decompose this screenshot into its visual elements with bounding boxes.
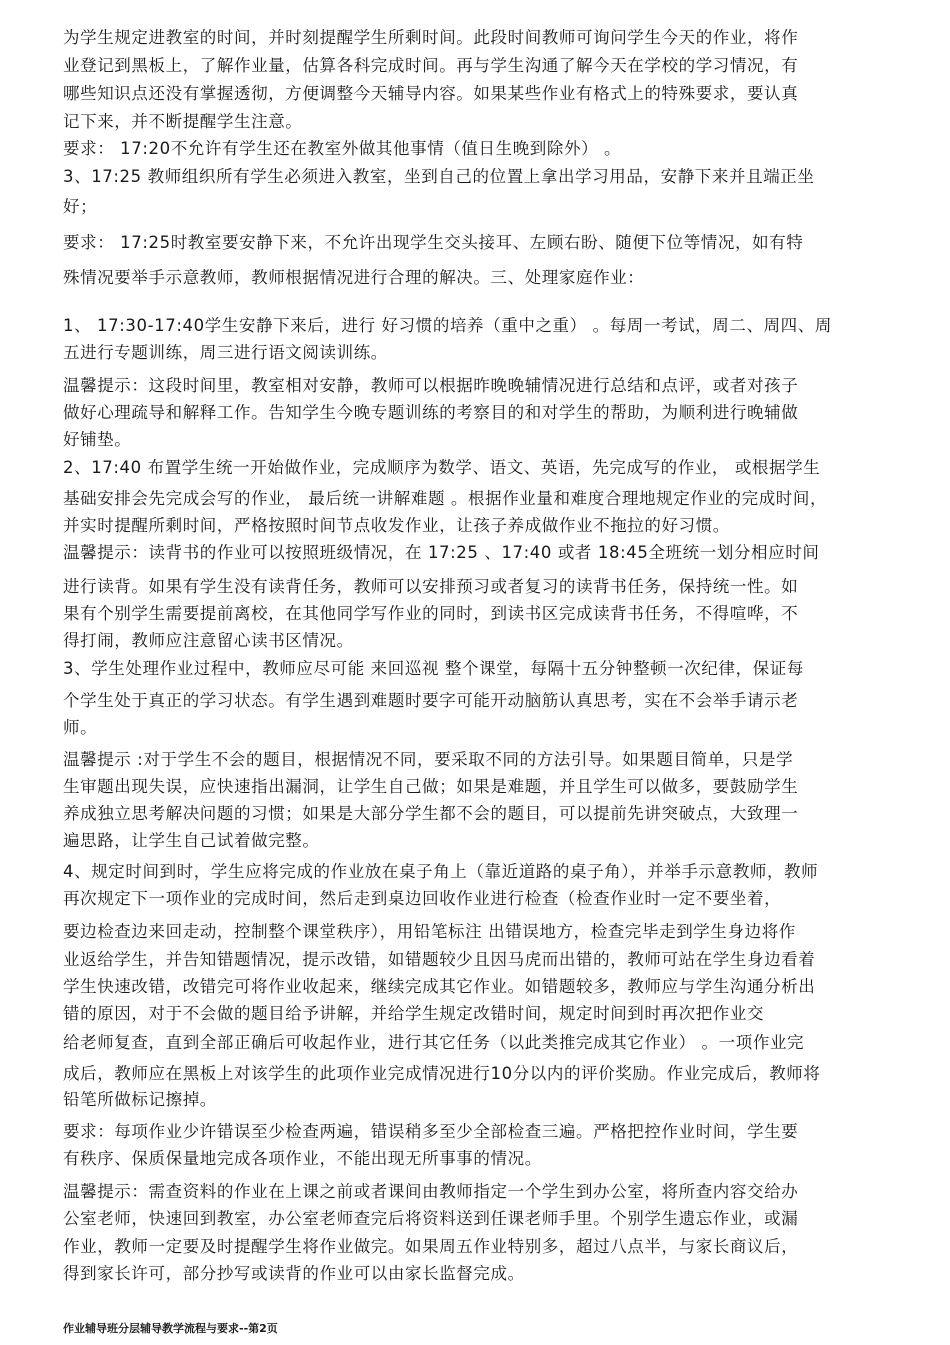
- text-line: 得到家长许可，部分抄写或读背的作业可以由家长监督完成。: [63, 1264, 525, 1283]
- text-line: 有秩序、保质保量地完成各项作业，不能出现无所事事的情况。: [63, 1149, 542, 1168]
- text-line: 温馨提示：需查资料的作业在上课之前或者课间由教师指定一个学生到办公室，将所查内容交给办: [63, 1182, 799, 1201]
- text-line: 记下来，并不断提醒学生注意。: [63, 112, 303, 131]
- text-line: 遍思路，让学生自己试着做完整。: [63, 831, 320, 850]
- text-line: 公室老师，快速回到教室，办公室老师查完后将资料送到任课老师手里。个别学生遗忘作业，或漏: [63, 1209, 799, 1228]
- text-line: 果有个别学生需要提前离校，在其他同学写作业的同时，到读书区完成读背书任务，不得喧哗，不: [63, 604, 799, 623]
- text-line: 铅笔所做标记擦掉。: [63, 1090, 217, 1109]
- text-line: 为学生规定进教室的时间，并时刻提醒学生所剩时间。此段时间教师可询问学生今天的作业，将作: [63, 28, 799, 47]
- text-line: 好铺垫。: [63, 430, 132, 449]
- text-line: 成后，教师应在黑板上对该学生的此项作业完成情况进行10分以内的评价奖励。作业完成后，教师将: [63, 1064, 821, 1083]
- text-line: 做好心理疏导和解释工作。告知学生今晚专题训练的考察目的和对学生的帮助，为顺利进行晚辅做: [63, 403, 799, 422]
- text-line: 要求： 17:25时教室要安静下来，不允许出现学生交头接耳、左顾右盼、随便下位等情况，如有特: [63, 233, 804, 252]
- text-line: 师。: [63, 718, 98, 737]
- text-line: 温馨提示：这段时间里，教室相对安静，教师可以根据昨晚晚辅情况进行总结和点评，或者对孩子: [63, 376, 799, 395]
- text-line: 给老师复查，直到全部正确后可收起作业，进行其它任务（以此类推完成其它作业） 。一项作业完: [63, 1033, 805, 1052]
- text-line: 个学生处于真正的学习状态。有学生遇到难题时要字可能开动脑筋认真思考，实在不会举手请示老: [63, 691, 799, 710]
- text-line: 并实时提醒所剩时间，严格按照时间节点收发作业，让孩子养成做作业不拖拉的好习惯。: [63, 516, 730, 535]
- page-footer: 作业辅导班分层辅导教学流程与要求--第2页: [63, 1322, 278, 1335]
- text-line: 4、规定时间到时，学生应将完成的作业放在桌子角上（靠近道路的桌子角），并举手示意教师，教师: [63, 862, 819, 881]
- text-line: 再次规定下一项作业的完成时间，然后走到桌边回收作业进行检查（检查作业时一定不要坐着，: [63, 889, 782, 908]
- text-line: 基础安排会先完成会写的作业， 最后统一讲解难题 。根据作业量和难度合理地规定作业的完成时间，: [63, 489, 828, 508]
- text-line: 要求：每项作业少许错误至少检查两遍，错误稍多至少全部检查三遍。严格把控作业时间，学生要: [63, 1122, 799, 1141]
- text-line: 3、17:25 教师组织所有学生必须进入教室，坐到自己的位置上拿出学习用品，安静下来并且端正坐: [63, 167, 815, 186]
- text-line: 五进行专题训练，周三进行语文阅读训练。: [63, 343, 388, 362]
- text-line: 学生快速改错，改错完可将作业收起来，继续完成其它作业。如错题较多，教师应与学生沟通分析出: [63, 977, 816, 996]
- text-line: 好；: [63, 197, 98, 216]
- text-line: 温馨提示：读背书的作业可以按照班级情况，在 17:25 、17:40 或者 18:45全班统一划分相应时间: [63, 543, 820, 562]
- text-line: 2、17:40 布置学生统一开始做作业，完成顺序为数学、语文、英语，先完成写的作业， 或根据学生: [63, 458, 821, 477]
- text-line: 业返给学生，并告知错题情况，提示改错，如错题较少且因马虎而出错的，教师可站在学生身边看着: [63, 950, 816, 969]
- text-line: 殊情况要举手示意教师，教师根据情况进行合理的解决。三、处理家庭作业：: [63, 268, 645, 287]
- text-line: 哪些知识点还没有掌握透彻，方便调整今天辅导内容。如果某些作业有格式上的特殊要求，要认真: [63, 84, 799, 103]
- text-line: 业登记到黑板上，了解作业量，估算各科完成时间。再与学生沟通了解今天在学校的学习情况，有: [63, 56, 799, 75]
- text-line: 得打闹，教师应注意留心读书区情况。: [63, 631, 354, 650]
- text-line: 生审题出现失误，应快速指出漏洞，让学生自己做；如果是难题，并且学生可以做多，要鼓励学生: [63, 777, 799, 796]
- text-line: 进行读背。如果有学生没有读背任务，教师可以安排预习或者复习的读背书任务，保持统一性。如: [63, 577, 799, 596]
- text-line: 温馨提示 :对于学生不会的题目，根据情况不同，要采取不同的方法引导。如果题目简单，只是学: [63, 750, 794, 769]
- text-line: 养成独立思考解决问题的习惯；如果是大部分学生都不会的题目，可以提前先讲突破点，大致理一: [63, 804, 799, 823]
- text-line: 要边检查边来回走动，控制整个课堂秩序），用铅笔标注 出错误地方，检查完毕走到学生身边将作: [63, 922, 796, 941]
- text-line: 1、 17:30-17:40学生安静下来后，进行 好习惯的培养（重中之重） 。每周一考试，周二、周四、周: [63, 316, 832, 335]
- text-line: 要求： 17:20不允许有学生还在教室外做其他事情（值日生晚到除外） 。: [63, 139, 622, 158]
- text-line: 3、学生处理作业过程中，教师应尽可能 来回巡视 整个课堂，每隔十五分钟整顿一次纪律，保证每: [63, 659, 804, 678]
- text-line: 作业，教师一定要及时提醒学生将作业做完。如果周五作业特别多，超过八点半，与家长商议后，: [63, 1237, 799, 1256]
- text-line: 错的原因，对于不会做的题目给予讲解，并给学生规定改错时间，规定时间到时再次把作业交: [63, 1004, 765, 1023]
